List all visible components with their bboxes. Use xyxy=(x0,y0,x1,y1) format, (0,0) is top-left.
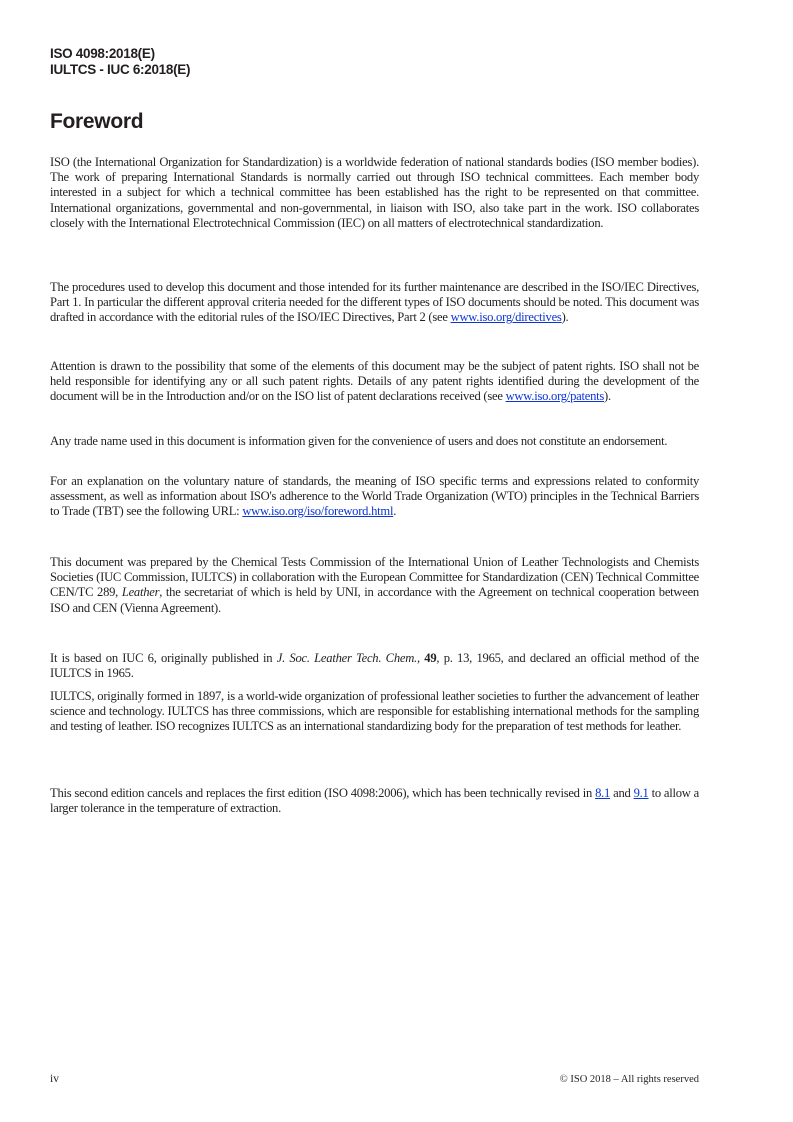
paragraph-iultcs: IULTCS, originally formed in 1897, is a world-wide organization of professional leather societies to further the advancement of leather science and technology. IULTCS has three commissions, which are responsible for establishing international methods for the sampling and testing of leather. ISO recognizes IULTCS as an international standardizing body for the preparation of test methods for leather. xyxy=(50,689,699,734)
text: , xyxy=(416,651,425,665)
link-foreword[interactable]: www.iso.org/iso/foreword.html xyxy=(242,504,394,519)
volume-number: 49 xyxy=(424,651,437,665)
italic-text: Leather xyxy=(121,585,160,600)
text: This second edition cancels and replaces the first edition (ISO 4098:2006), which has been technically revised in xyxy=(50,786,596,800)
header-iso-number: ISO 4098:2018(E) xyxy=(50,46,155,61)
document-header xyxy=(50,46,190,78)
link-section-8-1[interactable]: 8.1 xyxy=(595,786,611,800)
text: and xyxy=(610,786,634,800)
paragraph-second-edition xyxy=(50,786,699,816)
text: The procedures used to develop this document and those intended for its further maintenance are described in the ISO/IEC Directives, Part 1. In particular the different approval criteria needed for the different types of ISO documents should be noted. This document was drafted in accordance with the editorial rules of the ISO/IEC Directives, Part 2 (see xyxy=(50,280,699,325)
paragraph-voluntary-nature xyxy=(50,474,699,520)
text: ). xyxy=(604,389,611,404)
text: This document was prepared by the Chemical Tests Commission of the International Union of Leather Technologists and Chemists Societies (IUC Commission, IULTCS) in collaboration with the European Committee for Standardization (CEN) Technical Committee CEN/TC 289, xyxy=(50,555,699,600)
copyright-notice: © ISO 2018 – All rights reserved xyxy=(559,1074,699,1085)
text: It is based on IUC 6, originally published in xyxy=(50,651,277,665)
text: , the secretariat of which is held by UNI, in accordance with the Agreement on technical cooperation between ISO and CEN (Vienna Agreement). xyxy=(50,585,699,615)
paragraph-patents xyxy=(50,359,699,405)
paragraph-iso-intro: ISO (the International Organization for Standardization) is a worldwide federation of national standards bodies (ISO member bodies). The work of preparing International Standards is normally carried out through ISO technical committees. Each member body interested in a subject for which a technical committee has been established has the right to be represented on that committee. International organizations, governmental and non-governmental, in liaison with ISO, also take part in the work. ISO collaborates closely with the International Electrotechnical Commission (IEC) on all matters of electrotechnical standardization. xyxy=(50,155,699,230)
text: . xyxy=(393,504,397,519)
paragraph-trade-name: Any trade name used in this document is information given for the convenience of users and does not constitute an endorsement. xyxy=(50,434,668,448)
paragraph-based-on xyxy=(50,651,699,681)
page-title: Foreword xyxy=(50,110,144,133)
page-number: iv xyxy=(50,1073,59,1085)
journal-title: J. Soc. Leather Tech. Chem. xyxy=(276,651,417,665)
text: For an explanation on the voluntary nature of standards, the meaning of ISO specific terms and expressions related to conformity assessment, as well as information about ISO's adherence to the World Trade Organization (WTO) principles in the Technical Barriers to Trade (TBT) see the following URL: xyxy=(50,474,699,519)
text: , p. 13, 1965, and declared an official method of the IULTCS in 1965. xyxy=(50,651,700,681)
text: Attention is drawn to the possibility that some of the elements of this document may be the subject of patent rights. ISO shall not be held responsible for identifying any or all such patent rights. Details of any patent rights identified during the development of the document will be in the Introduction and/or on the ISO list of patent declarations received (see xyxy=(50,359,699,404)
text: to allow a larger tolerance in the temperature of extraction. xyxy=(50,786,699,816)
paragraph-prepared-by xyxy=(50,555,699,616)
link-patents[interactable]: www.iso.org/patents xyxy=(505,389,605,404)
link-section-9-1[interactable]: 9.1 xyxy=(633,786,649,800)
text: ). xyxy=(561,310,569,325)
link-directives[interactable]: www.iso.org/directives xyxy=(450,310,562,325)
header-iultcs-number: IULTCS - IUC 6:2018(E) xyxy=(50,62,191,77)
paragraph-procedures xyxy=(50,280,699,326)
